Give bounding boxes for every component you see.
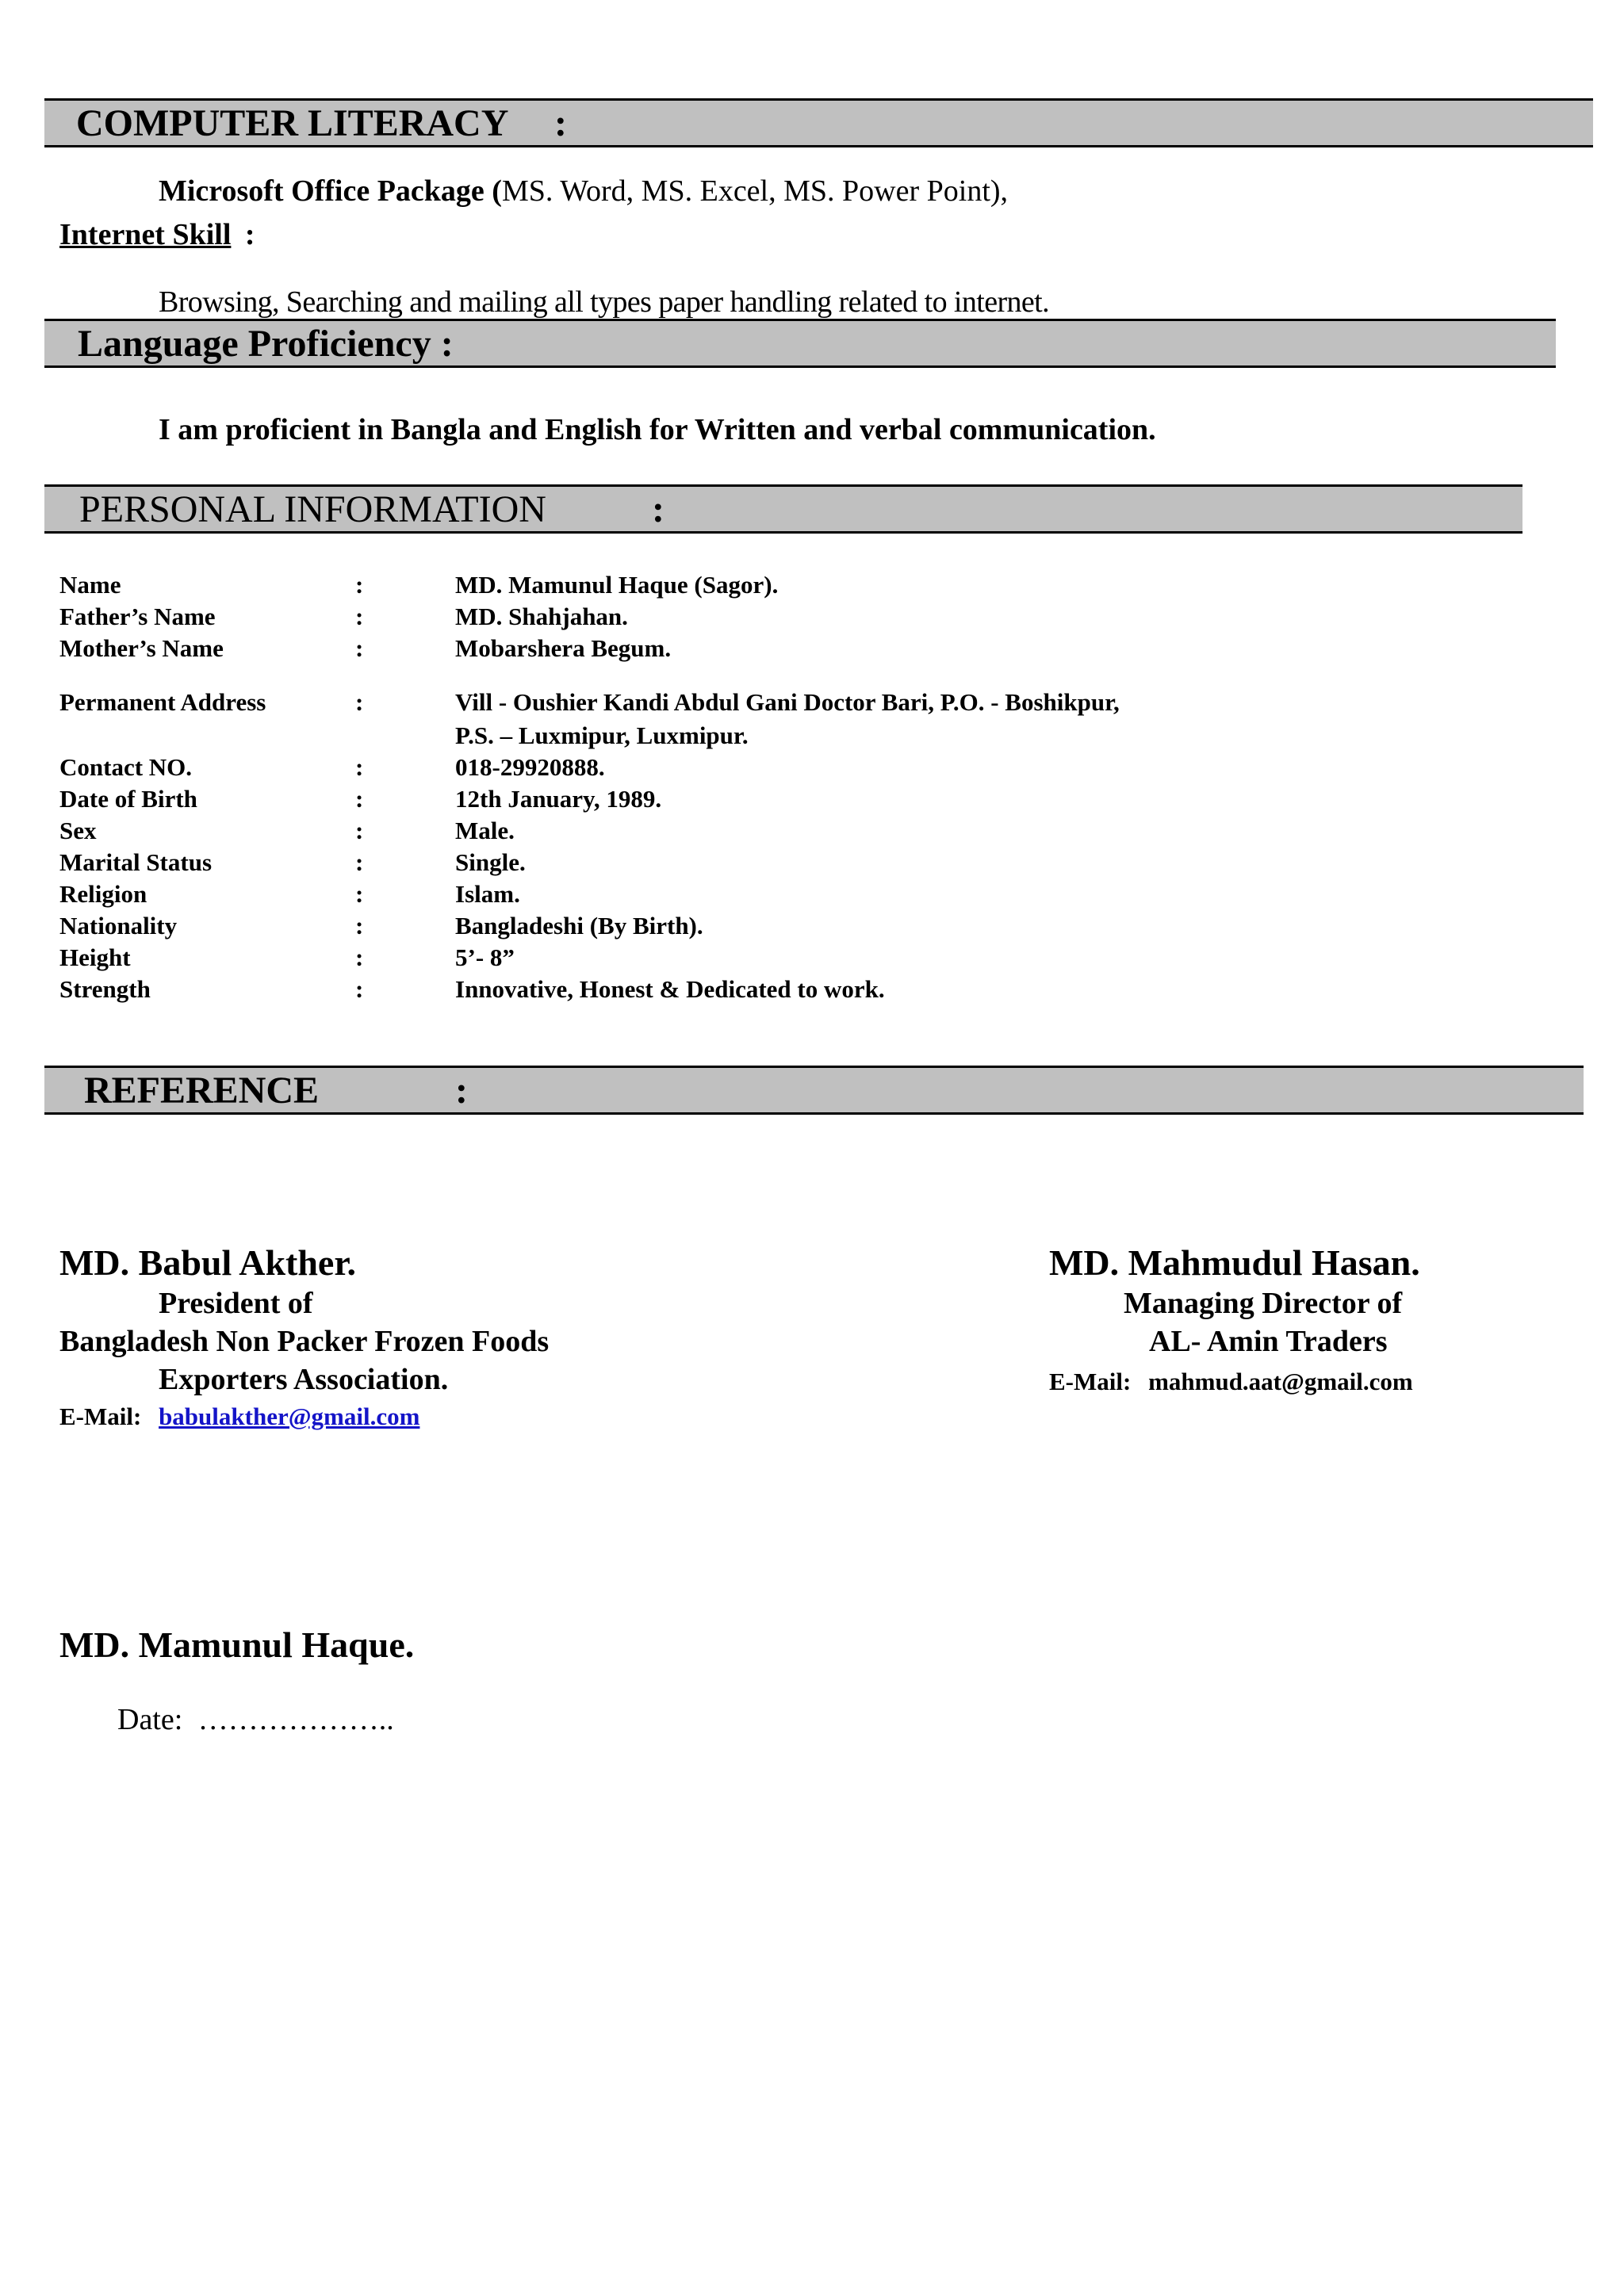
reference-2-name: MD. Mahmudul Hasan. bbox=[1049, 1242, 1420, 1283]
row-colon: : bbox=[355, 571, 364, 599]
row-value-permanent-address-line2: P.S. – Luxmipur, Luxmipur. bbox=[455, 721, 749, 749]
reference-1-org-line2: Exporters Association. bbox=[159, 1363, 449, 1396]
row-colon: : bbox=[355, 603, 364, 630]
reference-colon: : bbox=[455, 1070, 468, 1112]
row-label-height: Height bbox=[59, 943, 131, 971]
row-label-marital-status: Marital Status bbox=[59, 848, 213, 876]
personal-information-header bbox=[44, 484, 1522, 534]
reference-1-email-label: E-Mail: bbox=[59, 1402, 142, 1430]
row-value-contact: 018-29920888. bbox=[455, 753, 605, 781]
row-colon: : bbox=[355, 943, 364, 971]
row-colon: : bbox=[355, 848, 364, 876]
internet-skill-line bbox=[59, 220, 255, 250]
computer-literacy-header bbox=[44, 98, 1593, 147]
row-colon: : bbox=[355, 817, 364, 844]
reference-1-email-link[interactable]: babulakther@gmail.com bbox=[159, 1402, 420, 1430]
row-value-marital-status: Single. bbox=[455, 848, 526, 876]
ms-office-apps: MS. Word, MS. Excel, MS. Power Point), bbox=[501, 174, 1009, 208]
language-statement: I am proficient in Bangla and English for Written and verbal communication. bbox=[159, 413, 1156, 446]
reference-1-name: MD. Babul Akther. bbox=[59, 1242, 357, 1283]
reference-title: REFERENCE bbox=[84, 1070, 320, 1112]
ms-office-label: Microsoft Office Package ( bbox=[159, 174, 502, 208]
personal-information-title: PERSONAL INFORMATION bbox=[79, 488, 546, 530]
row-value-permanent-address: Vill - Oushier Kandi Abdul Gani Doctor Bari, P.O. - Boshikpur, bbox=[455, 688, 1120, 716]
row-colon: : bbox=[355, 688, 364, 716]
row-colon: : bbox=[355, 753, 364, 781]
reference-2-org: AL- Amin Traders bbox=[1149, 1325, 1388, 1358]
row-colon: : bbox=[355, 975, 364, 1003]
row-value-sex: Male. bbox=[455, 817, 515, 844]
date-placeholder: ……………….. bbox=[197, 1703, 394, 1736]
internet-skill-colon: : bbox=[244, 218, 255, 251]
personal-information-colon: : bbox=[652, 488, 665, 530]
internet-skill-label: Internet Skill bbox=[59, 218, 232, 251]
row-colon: : bbox=[355, 912, 364, 939]
row-value-name: MD. Mamunul Haque (Sagor). bbox=[455, 571, 779, 599]
row-value-date-of-birth: 12th January, 1989. bbox=[455, 785, 662, 813]
row-label-religion: Religion bbox=[59, 880, 147, 908]
row-label-mothers-name: Mother’s Name bbox=[59, 634, 224, 662]
computer-literacy-title: COMPUTER LITERACY bbox=[76, 102, 509, 144]
row-colon: : bbox=[355, 785, 364, 813]
row-label-strength: Strength bbox=[59, 975, 151, 1003]
row-value-fathers-name: MD. Shahjahan. bbox=[455, 603, 628, 630]
row-colon: : bbox=[355, 880, 364, 908]
row-label-date-of-birth: Date of Birth bbox=[59, 785, 197, 813]
signature-name: MD. Mamunul Haque. bbox=[59, 1624, 415, 1665]
ms-office-line bbox=[159, 176, 1008, 206]
row-label-name: Name bbox=[59, 571, 121, 599]
language-proficiency-title: Language Proficiency : bbox=[78, 323, 454, 365]
signature-date-line bbox=[117, 1705, 394, 1735]
language-proficiency-header bbox=[44, 319, 1556, 368]
reference-2-email: mahmud.aat@gmail.com bbox=[1148, 1368, 1413, 1395]
row-label-sex: Sex bbox=[59, 817, 97, 844]
reference-header bbox=[44, 1066, 1584, 1115]
reference-2-email-label: E-Mail: bbox=[1049, 1368, 1132, 1395]
row-colon: : bbox=[355, 634, 364, 662]
row-label-contact: Contact NO. bbox=[59, 753, 193, 781]
reference-2-title: Managing Director of bbox=[1124, 1287, 1403, 1320]
row-value-height: 5’- 8” bbox=[455, 943, 515, 971]
row-value-strength: Innovative, Honest & Dedicated to work. bbox=[455, 975, 885, 1003]
row-label-nationality: Nationality bbox=[59, 912, 178, 939]
reference-2-email-line bbox=[1049, 1369, 1413, 1394]
internet-skill-description: Browsing, Searching and mailing all types paper handling related to internet. bbox=[159, 285, 1050, 319]
reference-1-title: President of bbox=[159, 1287, 313, 1320]
date-label: Date: bbox=[117, 1703, 183, 1736]
computer-literacy-colon: : bbox=[554, 102, 567, 144]
row-value-nationality: Bangladeshi (By Birth). bbox=[455, 912, 703, 939]
row-value-mothers-name: Mobarshera Begum. bbox=[455, 634, 672, 662]
reference-1-email-line bbox=[59, 1404, 419, 1429]
reference-1-org-line1: Bangladesh Non Packer Frozen Foods bbox=[59, 1325, 550, 1358]
row-value-religion: Islam. bbox=[455, 880, 520, 908]
row-label-fathers-name: Father’s Name bbox=[59, 603, 216, 630]
row-label-permanent-address: Permanent Address bbox=[59, 688, 266, 716]
